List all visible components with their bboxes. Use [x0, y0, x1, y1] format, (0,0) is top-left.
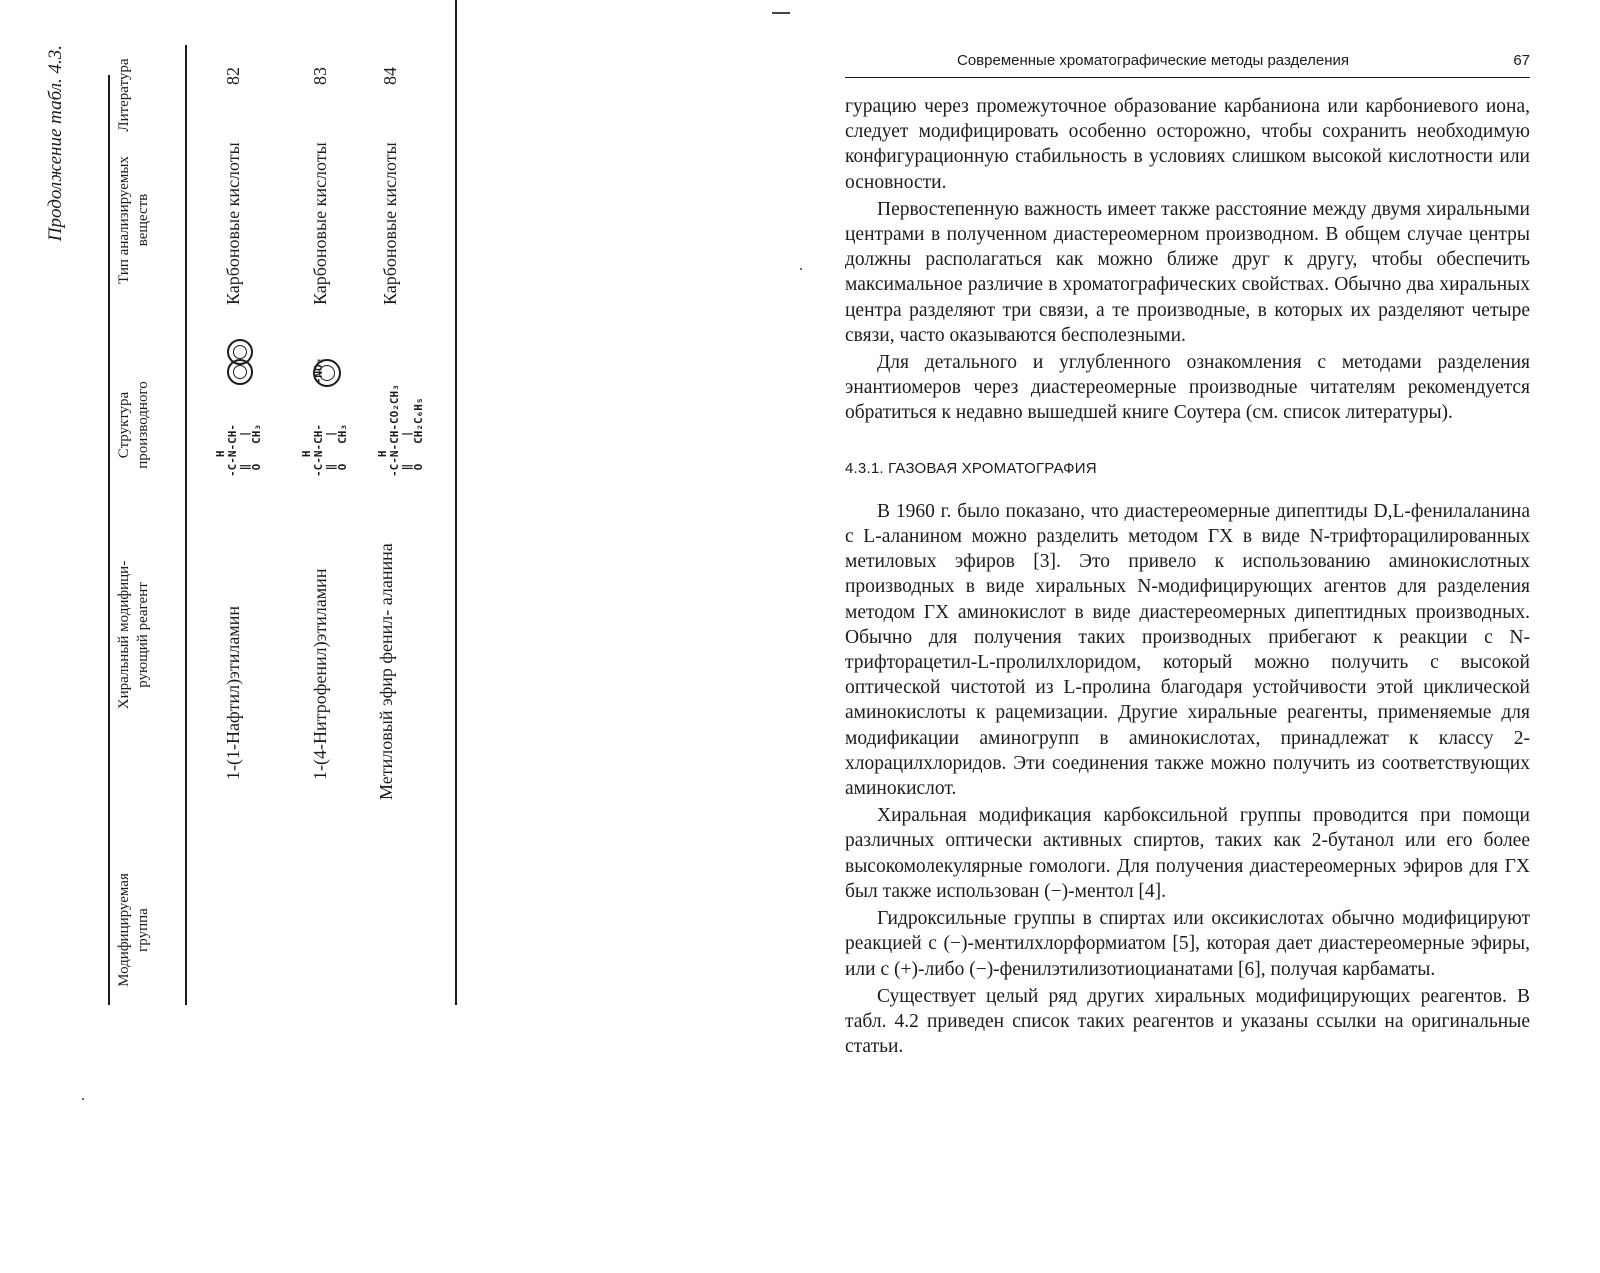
body-text [845, 94, 1530, 1059]
header-rule [845, 77, 1530, 78]
paragraph: Первостепенную важность имеет также расстояние между двумя хиральными центрами в полученном диастереомерном производном. В общем случае центры должны располагаться как можно ближе друг к другу, чтобы обеспечить максимальное различие в хроматографических свойствах. Обычно два хиральных центра разделяют три связи, а те производные, в которых их разделяют четыре связи, часто оказываются бесполезными. [845, 198, 1530, 346]
header-type: Тип анализируемых веществ [116, 156, 151, 284]
row1-type: Карбоновые кислоты [223, 142, 243, 305]
paragraph: Существует целый ряд других хиральных модифицирующих реагентов. В табл. 4.2 приведен список таких реагентов и указаны ссылки на оригинальные статьи. [845, 985, 1530, 1058]
table-top-rule [108, 75, 110, 1005]
paragraph: Для детального и углубленного ознакомления с методами разделения энантиомеров через диастереомерные производные читателям рекомендуется обратиться к недавно вышедшей книге Соутера (см. список литературы). [845, 352, 1530, 424]
row3-structure: H -C-N-CH-CO₂CH₃ ‖ | O CH₂C₆H₅ [376, 384, 425, 477]
running-title: Современные хроматографические методы разделения [957, 52, 1349, 69]
paragraph: Хиральная модификация карбоксильной группы проводится при помощи различных оптически активных спиртов, таких как 2-бутанол или его более высокомолекулярные гомологи. Для получения диастереомерных эфиров для ГХ был также использован (−)-ментол [4]. [845, 805, 1530, 902]
scan-mark [772, 12, 790, 14]
header-structure: Структура производного [116, 381, 151, 469]
section-heading: 4.3.1. ГАЗОВАЯ ХРОМАТОГРАФИЯ [845, 459, 1097, 477]
scan-speck [82, 1098, 84, 1100]
paragraph: В 1960 г. было показано, что диастереомерные дипептиды D,L-фенилаланина с L-аланином можно разделить методом ГХ в виде N-трифторацилированных метиловых эфиров [3]. Это привело к использованию аминокислотных производных в виде хиральных N-модифицирующих агентов для разделения методом ГХ аминокислот в виде диастереомерных дипептидных производных. Обычно для получения таких производных прибегают к реакции с N-трифторацетил-L-пролилхлоридом, который можно получить с высокой оптической чистотой из L-пролина благодаря устойчивости этой циклической аминокислоты к рацемизации. Другие хиральные реагенты, применяемые для модификации аминогрупп в аминокислотах, принадлежат к классу 2-хлорацилхлоридов. Эти соединения также можно получить из соответствующих аминокислот. [845, 500, 1530, 800]
row2-type: Карбоновые кислоты [310, 142, 330, 305]
scan-speck [800, 268, 802, 270]
paragraph: гурацию через промежуточное образование карбаниона или карбониевого иона, следует модифицировать особенно осторожно, чтобы сохранить необходимую конфигурационную стабильность в условиях слишком высокой кислотности или основности. [845, 96, 1530, 193]
phenyl-ring-icon [313, 359, 341, 387]
row2-reagent: 1-(4-Нитрофенил)этиламин [310, 568, 330, 780]
header-literature: Литература [116, 58, 132, 132]
row1-literature: 82 [223, 67, 243, 85]
paragraph: Гидроксильные группы в спиртах или оксикислотах обычно модифицируют реакцией с (−)-ментилхлорформиатом [5], которая дает диастереомерные эфиры, или с (+)-либо (−)-фенилэтилизотиоцианатами [6], получая карбаматы. [845, 908, 1530, 980]
table-caption: Продолжение табл. 4.3. [45, 45, 66, 242]
row2-structure: H -C-N-CH- -NO₂ ‖ | O CH₃ [300, 357, 349, 477]
header-group: Модифицируемая группа [116, 873, 151, 987]
row3-type: Карбоновые кислоты [380, 142, 400, 305]
naphthyl-ring-icon [227, 339, 253, 365]
table-header-rule [185, 45, 187, 1005]
row1-reagent: 1-(1-Нафтил)этиламин [223, 606, 243, 780]
row2-literature: 83 [310, 67, 330, 85]
row3-literature: 84 [380, 67, 400, 85]
row3-reagent: Метиловый эфир фенил- аланина [376, 543, 396, 800]
table-bottom-rule [455, 0, 457, 1005]
header-reagent: Хиральный модифици- рующий реагент [116, 560, 151, 710]
row1-structure: H -C-N-CH- ‖ | O CH₃ [214, 424, 263, 477]
page-number: 67 [1513, 52, 1530, 69]
running-header [845, 52, 1530, 76]
rotated-table-block [45, 45, 465, 1045]
